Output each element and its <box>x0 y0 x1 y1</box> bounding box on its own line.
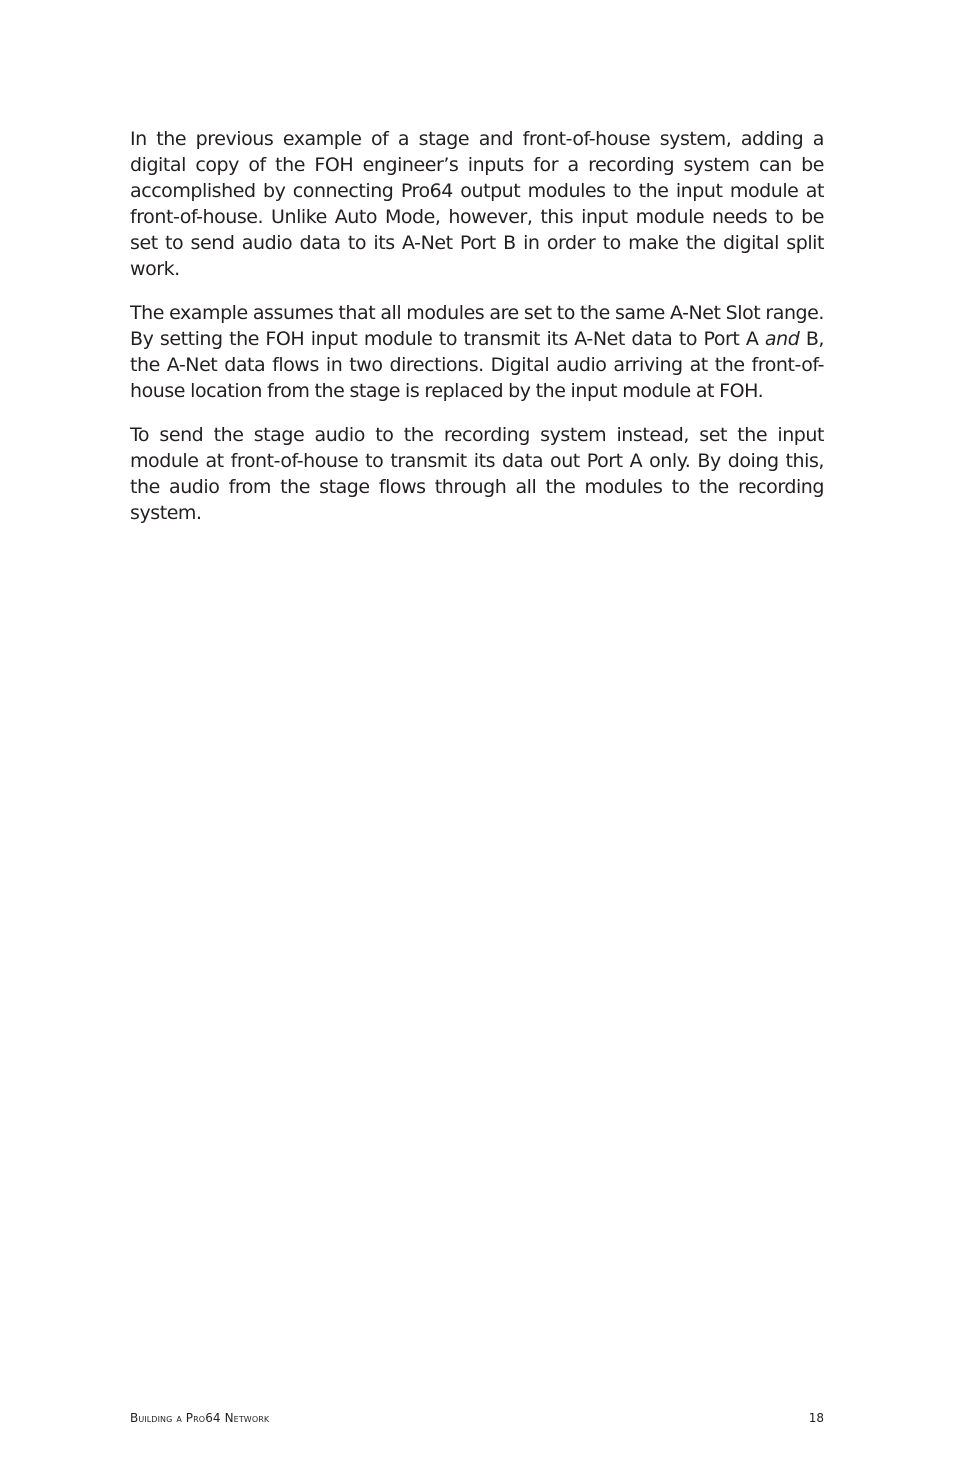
footer-page-number: 18 <box>808 1411 824 1425</box>
paragraph-slot-range <box>130 300 824 404</box>
paragraph-slot-range-text-after: B, the A-Net data flows in two directions. Digital audio arriving at the front-of-house location from the stage is replaced by the input module at FOH. <box>130 328 825 402</box>
footer-document-title: Building a Pro64 Network <box>130 1411 270 1425</box>
paragraph-slot-range-text-before: The example assumes that all modules are set to the same A-Net Slot range. By setting the FOH input module to transmit its A-Net data to Port A <box>130 302 824 350</box>
document-body <box>130 126 824 544</box>
paragraph-recording-system: To send the stage audio to the recording system instead, set the input module at front-of-house to transmit its data out Port A only. By doing this, the audio from the stage flows through all the modules to the recording system. <box>130 424 824 524</box>
paragraph-digital-split: In the previous example of a stage and front-of-house system, adding a digital copy of the FOH engineer’s inputs for a recording system can be accomplished by connecting Pro64 output modules to the input module at front-of-house. Unlike Auto Mode, however, this input module needs to be set to send audio data to its A-Net Port B in order to make the digital split work. <box>130 128 824 280</box>
page-footer <box>130 1409 824 1427</box>
paragraph-slot-range-emphasis: and <box>764 328 800 350</box>
